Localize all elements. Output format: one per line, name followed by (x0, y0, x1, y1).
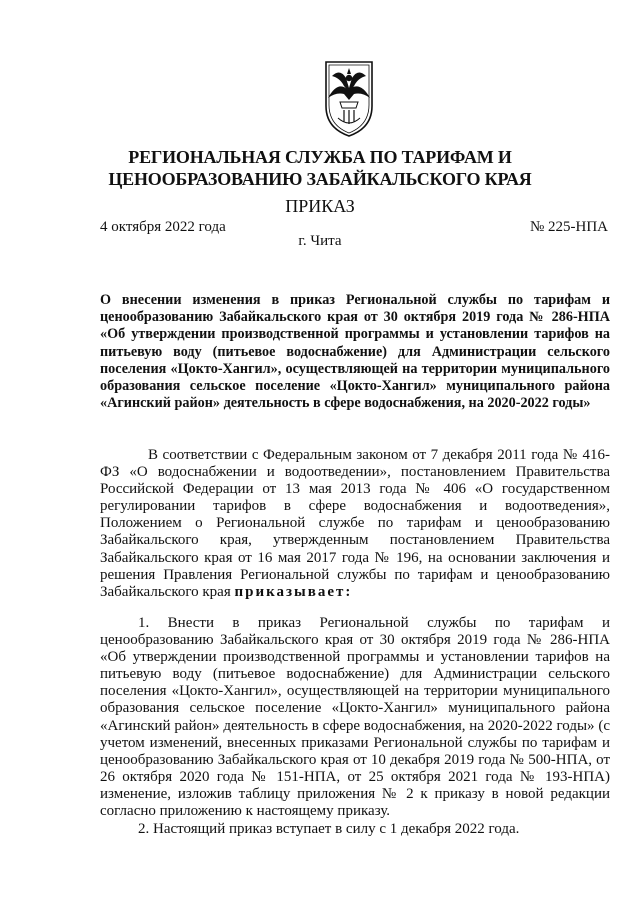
organization-name (100, 146, 540, 190)
document-city: г. Чита (298, 233, 342, 249)
organization-name-line1: РЕГИОНАЛЬНАЯ СЛУЖБА ПО ТАРИФАМ И (128, 147, 512, 167)
zabaykalsky-krai-coat-of-arms-icon (318, 58, 380, 138)
order-verb: приказывает: (234, 583, 353, 600)
organization-name-line2: ЦЕНООБРАЗОВАНИЮ ЗАБАЙКАЛЬСКОГО КРАЯ (108, 169, 532, 189)
document-date: 4 октября 2022 года (100, 219, 226, 235)
document-type: ПРИКАЗ (285, 196, 355, 216)
document-title: О внесении изменения в приказ Региональной службы по тарифам и ценообразованию Забайкальского края от 30 октября 2019 года № 286-НПА «Об утверждении производственной программы и установлении тарифов на питьевую воду (питьевое водоснабжение) для Администрации сельского поселения «Цокто-Хангил», осуществляющей на территории муниципального образования сельское поселение «Цокто-Хангил» муниципального района «Агинский район» деятельность в сфере водоснабжения, на 2020-2022 годы» (100, 292, 610, 412)
order-item-1: 1. Внести в приказ Региональной службы по тарифам и ценообразованию Забайкальского края от 30 октября 2019 года № 286-НПА «Об утверждении производственной программы и установлении тарифов на питьевую воду (питьевое водоснабжение) для Администрации сельского поселения «Цокто-Хангил», осуществляющей на территории муниципального образования сельское поселение «Цокто-Хангил» муниципального района «Агинский район» деятельность в сфере водоснабжения, на 2020-2022 годы» (с учетом изменений, внесенных приказами Региональной службы по тарифам и ценообразованию Забайкальского края от 10 декабря 2019 года № 500-НПА, от 26 октября 2020 года № 151-НПА, от 25 октября 2021 года № 193-НПА) изменение, изложив таблицу приложения № 2 к приказу в новой редакции согласно приложению к настоящему приказу. (100, 615, 610, 820)
preamble-paragraph (100, 447, 610, 601)
order-item-2: 2. Настоящий приказ вступает в силу с 1 декабря 2022 года. (138, 821, 520, 837)
preamble-text: В соответствии с Федеральным законом от 7 декабря 2011 года № 416-ФЗ «О водоснабжении и водоотведении», постановлением Правительства Российской Федерации от 13 мая 2013 года № 406 «О государственном регулировании тарифов в сфере водоснабжения и водоотведения», Положением о Региональной службе по тарифам и ценообразованию Забайкальского края, утвержденным постановлением Правительства Забайкальского края от 16 мая 2017 года № 196, на основании заключения и решения Правления Региональной службы по тарифам и ценообразованию Забайкальского края (100, 447, 610, 600)
document-number: № 225-НПА (529, 219, 608, 235)
